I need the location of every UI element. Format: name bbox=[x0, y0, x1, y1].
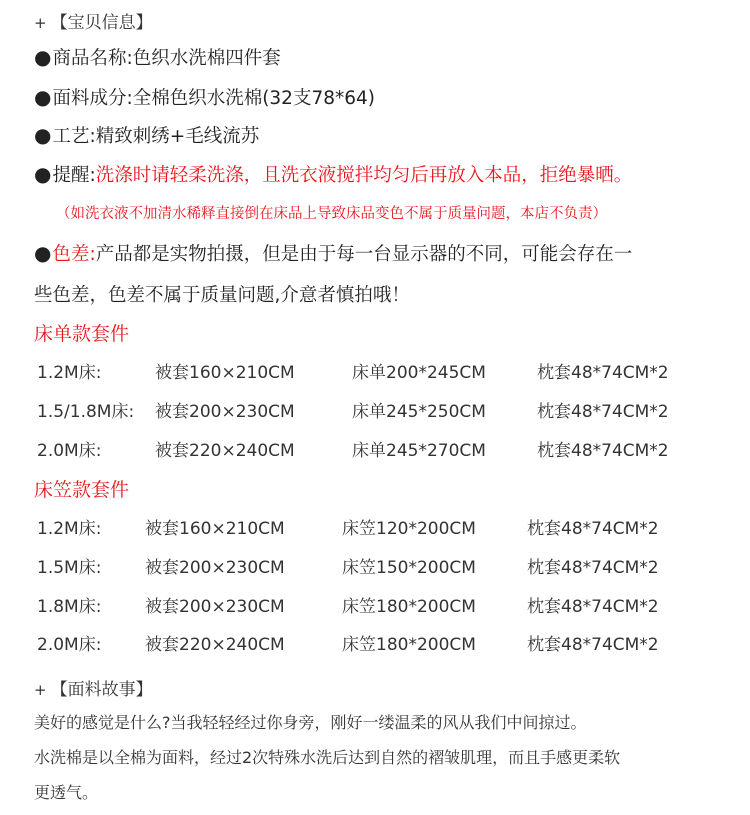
quilt-cell: 被套200×230CM bbox=[155, 402, 295, 422]
reminder-text: 洗涤时请轻柔洗涤，且洗衣液搅拌均匀后再放入本品，拒绝暴晒。 bbox=[95, 165, 633, 186]
bullet-icon: ● bbox=[34, 123, 52, 147]
plus-icon: + bbox=[34, 14, 47, 32]
table-row bbox=[0, 436, 750, 460]
story-line-2: 水洗棉是以全棉为面料，经过2次特殊水洗后达到自然的褶皱肌理，而且手感更柔软 bbox=[34, 748, 621, 767]
table-row bbox=[0, 630, 750, 654]
quilt-cell: 被套220×240CM bbox=[145, 635, 285, 655]
pillow-cell: 枕套48*74CM*2 bbox=[537, 363, 669, 383]
sheet-cell: 床笠150*200CM bbox=[342, 558, 476, 578]
size-cell: 1.5/1.8M床: bbox=[37, 402, 135, 422]
pillow-cell: 枕套48*74CM*2 bbox=[527, 635, 659, 655]
section-title: 【宝贝信息】 bbox=[50, 13, 153, 33]
sheet-set-title: 床单款套件 bbox=[34, 323, 130, 345]
table-row bbox=[0, 553, 750, 577]
size-cell: 1.8M床: bbox=[37, 597, 102, 617]
pillow-cell: 枕套48*74CM*2 bbox=[527, 519, 659, 539]
reminder-note: （如洗衣液不加清水稀释直接倒在床品上导致床品变色不属于质量问题，本店不负责） bbox=[56, 206, 607, 222]
table-row bbox=[0, 514, 750, 538]
section-heading-product-info bbox=[34, 8, 153, 33]
pillow-cell: 枕套48*74CM*2 bbox=[527, 558, 659, 578]
table-row bbox=[0, 592, 750, 616]
info-color-diff-cont: 些色差，色差不属于质量问题,介意者慎拍哦！ bbox=[34, 285, 410, 306]
info-value: 色织水洗棉四件套 bbox=[132, 48, 281, 69]
quilt-cell: 被套160×210CM bbox=[155, 363, 295, 383]
size-cell: 2.0M床: bbox=[37, 635, 102, 655]
story-line-1: 美好的感觉是什么?当我轻轻经过你身旁，刚好一缕温柔的风从我们中间掠过。 bbox=[34, 713, 587, 732]
pillow-cell: 枕套48*74CM*2 bbox=[527, 597, 659, 617]
quilt-cell: 被套220×240CM bbox=[155, 441, 295, 461]
quilt-cell: 被套200×230CM bbox=[145, 558, 285, 578]
info-label: 商品名称: bbox=[52, 48, 133, 69]
bullet-icon: ● bbox=[34, 241, 52, 265]
story-line-3: 更透气。 bbox=[34, 783, 99, 802]
size-cell: 1.5M床: bbox=[37, 558, 102, 578]
plus-icon: + bbox=[34, 681, 47, 699]
quilt-cell: 被套200×230CM bbox=[145, 597, 285, 617]
sheet-cell: 床笠180*200CM bbox=[342, 635, 476, 655]
info-product-name bbox=[34, 44, 281, 70]
info-value: 产品都是实物拍摄，但是由于每一台显示器的不同，可能会存在一 bbox=[95, 244, 633, 265]
info-label: 工艺: bbox=[52, 126, 96, 147]
info-craft bbox=[34, 122, 259, 148]
info-value: 全棉色织水洗棉(32支78*64) bbox=[132, 88, 375, 109]
sheet-cell: 床笠120*200CM bbox=[342, 519, 476, 539]
pillow-cell: 枕套48*74CM*2 bbox=[537, 441, 669, 461]
bullet-icon: ● bbox=[34, 162, 52, 186]
table-row bbox=[0, 397, 750, 421]
info-fabric bbox=[34, 84, 375, 110]
info-reminder bbox=[34, 161, 632, 187]
info-label: 提醒: bbox=[52, 165, 96, 186]
section-heading-fabric-story bbox=[34, 675, 153, 700]
sheet-cell: 床单200*245CM bbox=[352, 363, 486, 383]
pillow-cell: 枕套48*74CM*2 bbox=[537, 402, 669, 422]
table-row bbox=[0, 358, 750, 382]
info-color-diff bbox=[34, 240, 632, 266]
section-title: 【面料故事】 bbox=[50, 680, 153, 700]
info-value: 精致刺绣+毛线流苏 bbox=[95, 126, 260, 147]
size-cell: 1.2M床: bbox=[37, 363, 102, 383]
sheet-cell: 床笠180*200CM bbox=[342, 597, 476, 617]
size-cell: 1.2M床: bbox=[37, 519, 102, 539]
info-label-red: 色差: bbox=[52, 244, 96, 265]
size-cell: 2.0M床: bbox=[37, 441, 102, 461]
quilt-cell: 被套160×210CM bbox=[145, 519, 285, 539]
bullet-icon: ● bbox=[34, 85, 52, 109]
sheet-cell: 床单245*270CM bbox=[352, 441, 486, 461]
fitted-set-title: 床笠款套件 bbox=[34, 479, 130, 501]
bullet-icon: ● bbox=[34, 45, 52, 69]
sheet-cell: 床单245*250CM bbox=[352, 402, 486, 422]
info-label: 面料成分: bbox=[52, 88, 133, 109]
